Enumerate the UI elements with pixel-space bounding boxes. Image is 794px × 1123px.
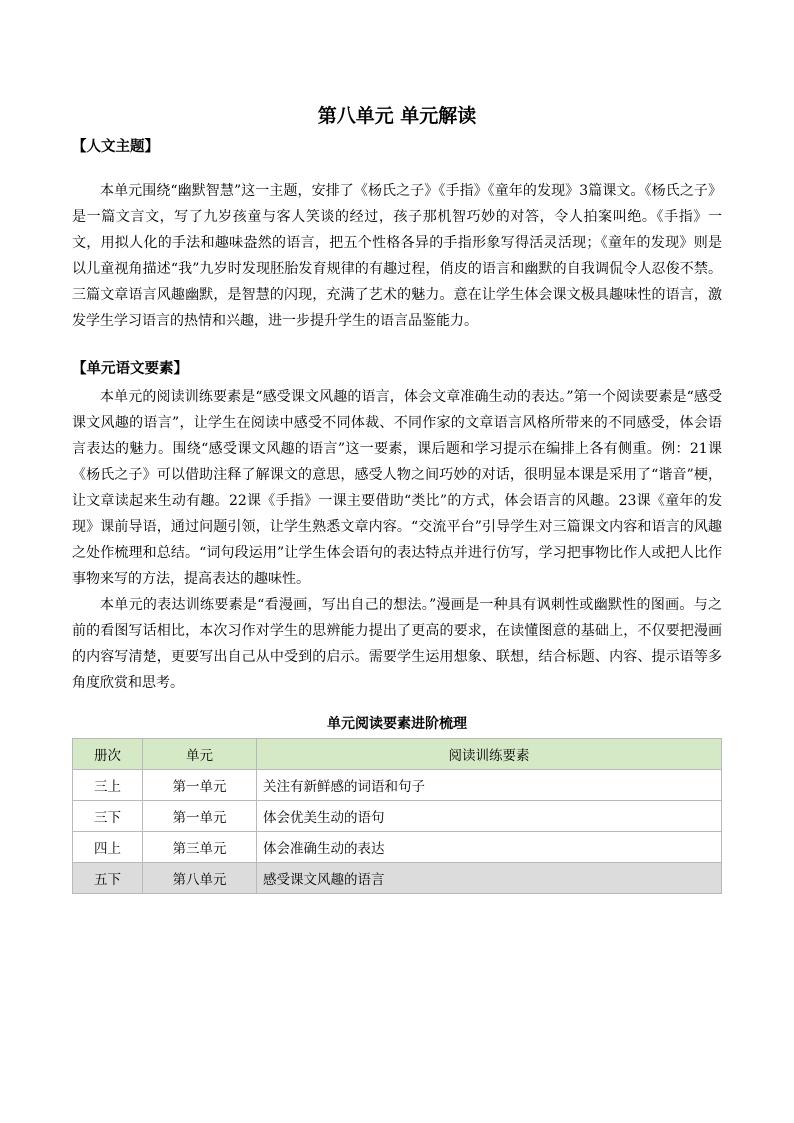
table-row bbox=[73, 770, 722, 801]
table-cell-element: 关注有新鲜感的词语和句子 bbox=[257, 770, 722, 801]
paragraph: 本单元的表达训练要素是“看漫画，写出自己的想法。”漫画是一种具有讽刺性或幽默性的图画。与之前的看图写话相比，本次习作对学生的思辨能力提出了更高的要求，在读懂图意的基础上，不仅要把漫画的内容写清楚，更要写出自己从中受到的启示。需要学生运用想象、联想，结合标题、内容、提示语等多角度欣赏和思考。 bbox=[72, 597, 722, 691]
table-title: 单元阅读要素进阶梳理 bbox=[327, 716, 467, 732]
table-cell-element: 体会优美生动的语句 bbox=[257, 801, 722, 832]
document-page bbox=[72, 100, 722, 894]
table-row-highlighted bbox=[73, 863, 722, 894]
table-header-row bbox=[73, 739, 722, 770]
paragraph: 本单元围绕“幽默智慧”这一主题，安排了《杨氏之子》《手指》《童年的发现》3篇课文。《杨氏之子》是一篇文言文，写了九岁孩童与客人笑谈的经过，孩子那机智巧妙的对答，令人拍案叫绝。《手指》一文，用拟人化的手法和趣味盎然的语言，把五个性格各异的手指形象写得活灵活现；《童年的发现》则是以儿童视角描述“我”九岁时发现胚胎发育规律的有趣过程，俏皮的语言和幽默的自我调侃令人忍俊不禁。三篇文章语言风趣幽默，是智慧的闪现，充满了艺术的魅力。意在让学生体会课文极具趣味性的语言，激发学生学习语言的热情和兴趣，进一步提升学生的语言品鉴能力。 bbox=[72, 183, 722, 329]
section-humanistic-theme bbox=[72, 132, 722, 334]
table-cell-unit: 第一单元 bbox=[143, 770, 257, 801]
paragraph: 本单元的阅读训练要素是“感受课文风趣的语言，体会文章准确生动的表达。”第一个阅读要素是“感受课文风趣的语言”，让学生在阅读中感受不同体裁、不同作家的文章语言风格所带来的不同感受，体会语言表达的魅力。围绕“感受课文风趣的语言”这一要素，课后题和学习提示在编排上各有侧重。例：21课《杨氏之子》可以借助注释了解课文的意思，感受人物之间巧妙的对话，很明显本课是采用了“谐音”梗，让文章读起来生动有趣。22课《手指》一课主要借助“类比”的方式，体会语言的风趣。23课《童年的发现》课前导语，通过问题引领，让学生熟悉文章内容。“交流平台”引导学生对三篇课文内容和语言的风趣之处作梳理和总结。“词句段运用”让学生体会语句的表达特点并进行仿写，学习把事物比作人或把人比作事物来写的方法，提高表达的趣味性。 bbox=[72, 389, 722, 587]
page-title: 第八单元 单元解读 bbox=[317, 105, 477, 127]
table-cell-volume: 四上 bbox=[73, 832, 143, 863]
column-header: 册次 bbox=[73, 739, 143, 770]
section-heading: 【单元语文要素】 bbox=[72, 360, 188, 377]
table-cell-volume: 三上 bbox=[73, 770, 143, 801]
table-row bbox=[73, 801, 722, 832]
table-cell-element: 感受课文风趣的语言 bbox=[257, 863, 722, 894]
column-header: 单元 bbox=[143, 739, 257, 770]
table-cell-volume: 五下 bbox=[73, 863, 143, 894]
table-cell-unit: 第三单元 bbox=[143, 832, 257, 863]
section-language-elements bbox=[72, 354, 722, 696]
table-row bbox=[73, 832, 722, 863]
column-header: 阅读训练要素 bbox=[257, 739, 722, 770]
table-cell-unit: 第一单元 bbox=[143, 801, 257, 832]
table-cell-element: 体会准确生动的表达 bbox=[257, 832, 722, 863]
table-cell-volume: 三下 bbox=[73, 801, 143, 832]
table-cell-unit: 第八单元 bbox=[143, 863, 257, 894]
reading-elements-table bbox=[72, 738, 722, 894]
section-heading: 【人文主题】 bbox=[72, 138, 159, 155]
